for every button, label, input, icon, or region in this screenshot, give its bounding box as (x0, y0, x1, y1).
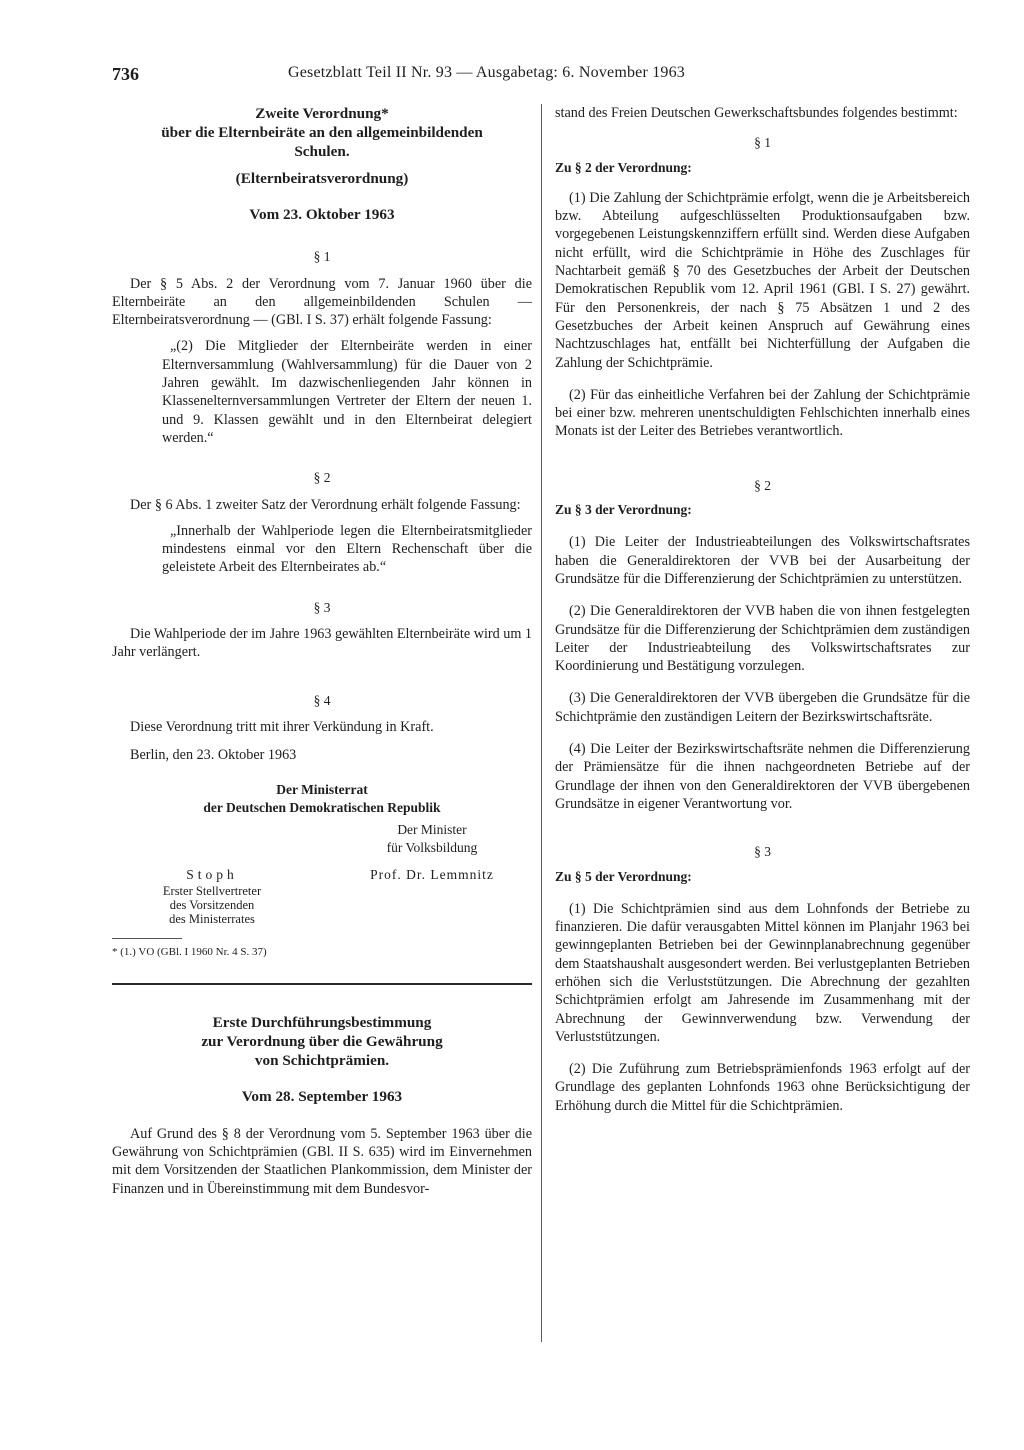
article2-s2-heading: § 2 (754, 477, 771, 493)
article2-s3-p1: (1) Die Schichtprämien sind aus dem Lohnfonds der Betriebe zu finanzieren. Die dafür verausgabten Mittel können im Planjahr 1963 bei gewinngeplanten Betrieben bei der Gewinnplanabrechnung gegenüber dem Staatshaushalt ausgesondert werden. Bei verlustgeplanten Betrieben erhöhen sich die Verluststützungen. Die Abrechnung der gezahlten Schichtprämien erfolgt am Jahresende im Zusammenhang mit der Abrechnung der Gewinnverwendung bzw. Verwendung der Verluststützungen. (555, 900, 970, 1045)
article2-s2-p4: (4) Die Leiter der Bezirkswirtschaftsräte nehmen die Differenzierung der Prämiensätze für die ihnen nachgeordneten Betriebe auf der Grundlage der ihnen von den Generaldirektoren der VVB übergebenen Grundsätze in eigener Verantwortung vor. (555, 741, 970, 812)
article1-s4-heading: § 4 (313, 692, 331, 708)
header-title: Gesetzblatt Teil II Nr. 93 — Ausgabetag: 6. November 1963 (288, 64, 686, 81)
article1-s1-heading: § 1 (313, 249, 331, 265)
article2-intro-continued: stand des Freien Deutschen Gewerkschaftsbundes folgendes bestimmt: (555, 105, 958, 121)
footnote-rule (112, 938, 182, 939)
article1-place-date: Berlin, den 23. Oktober 1963 (130, 747, 297, 764)
article2-title-line: Erste Durchführungsbestimmung (212, 1014, 432, 1032)
article2-s2-ref: Zu § 3 der Verordnung: (555, 502, 692, 518)
signer-left-role: des Vorsitzenden (169, 898, 255, 913)
article1-title-line: über die Elternbeiräte an den allgemeinbildenden (161, 124, 483, 141)
article1-s4-text: Diese Verordnung tritt mit ihrer Verkündung in Kraft. (130, 718, 434, 735)
signature-org-line: der Deutschen Demokratischen Republik (203, 799, 441, 815)
minister-title-line: für Volksbildung (386, 840, 478, 856)
signer-left-role: des Ministerrates (169, 912, 255, 927)
article2-s3-ref: Zu § 5 der Verordnung: (555, 868, 692, 884)
minister-title (332, 821, 532, 858)
left-column (112, 104, 532, 1198)
minister-title-line: Der Minister (397, 822, 467, 838)
signer-left-name: Stoph (186, 866, 238, 882)
article1-subtitle: (Elternbeiratsverordnung) (235, 170, 409, 187)
footnote: * (1.) VO (GBl. I 1960 Nr. 4 S. 37) (112, 946, 267, 959)
right-column (555, 104, 970, 1115)
running-head (112, 64, 972, 88)
article2-s1-p2: (2) Für das einheitliche Verfahren bei der Zahlung der Schichtprämie bei einer bzw. mehreren unentschuldigten Fehlschichten innerhalb eines Monats ist der Leiter des Betriebes verantwortlich. (555, 386, 970, 440)
article2-s2-p2: (2) Die Generaldirektoren der VVB haben die von ihnen festgelegten Grundsätze für die Differenzierung der Schichtprämien dem zuständigen Leiter der Industrieabteilung des Volkswirtschaftsrates zur Koordinierung und Bestätigung vorzulegen. (555, 603, 970, 675)
column-divider (541, 104, 542, 1342)
signature-block (112, 781, 532, 926)
article1-s3-text: Die Wahlperiode der im Jahre 1963 gewählten Elternbeiräte wird um 1 Jahr verlängert. (112, 626, 533, 661)
article2-s1-heading: § 1 (754, 135, 771, 151)
article1-s1-quote: „(2) Die Mitglieder der Elternbeiräte werden in einer Elternversammlung (Wahlversammlung) für die Dauer von 2 Jahren gewählt. Im dazwischenliegenden Jahr können in Klassenelternversammlungen Vertreter der Eltern der neuen 1. und 9. Klassen gewählt und in den Elternbeirat delegiert werden.“ (162, 338, 532, 446)
signer-right-name: Prof. Dr. Lemmnitz (370, 866, 494, 882)
article2-s3-heading: § 3 (754, 844, 771, 860)
signer-left-role: Erster Stellvertreter (162, 884, 262, 899)
article1-s2-text: Der § 6 Abs. 1 zweiter Satz der Verordnung erhält folgende Fassung: (130, 496, 521, 513)
article2-title-line: zur Verordnung über die Gewährung (201, 1033, 443, 1051)
article2-s2-p3: (3) Die Generaldirektoren der VVB übergeben die Grundsätze für die Schichtprämie den zuständigen Leitern der Bezirkswirtschaftsräte. (555, 690, 970, 725)
article2-s1-p1: (1) Die Zahlung der Schichtprämie erfolgt, wenn die je Arbeitsbereich bzw. Abteilung aufgeschlüsselten Produktionsaufgaben bzw. vorgegebenen Leistungskennziffern erfüllt sind. Werden diese Aufgaben nicht erfüllt, wird die Schichtprämie in Höhe des Zuschlages für Nachtarbeit gemäß § 70 des Gesetzbuches der Arbeit der Deutschen Demokratischen Republik vom 12. April 1961 (GBl. I S. 27) gewährt. Für den Personenkreis, der nach § 75 Absätzen 1 und 2 des Gesetzbuches der Arbeit keinen Anspruch auf Gewährung eines Nachtzuschlages hat, entfällt bei Nichterfüllung der Aufgaben die Zahlung der Schichtprämie. (555, 189, 970, 371)
page-number: 736 (112, 64, 139, 84)
signer-left (112, 866, 312, 926)
article2-s1-ref: Zu § 2 der Verordnung: (555, 159, 692, 175)
article2-s3-p2: (2) Die Zuführung zum Betriebsprämienfonds 1963 erfolgt auf der Grundlage des geplanten Lohnfonds 1963 ohne Berücksichtigung der Erhöhung durch die Mittel für die Schichtprämien. (555, 1061, 970, 1114)
article2-intro: Auf Grund des § 8 der Verordnung vom 5. September 1963 über die Gewährung von Schichtprämien (GBl. II S. 635) wird im Einvernehmen mit dem Vorsitzenden der Staatlichen Plankommission, dem Minister der Finanzen und in Übereinstimmung mit dem Bundesvor- (112, 1125, 532, 1197)
article2-s2-p1: (1) Die Leiter der Industrieabteilungen des Volkswirtschaftsrates haben die Generaldirektoren der VVB bei der Ausarbeitung der Grundsätze für die Differenzierung der Schichtprämien zu unterstützen. (555, 534, 970, 587)
article2-title-line: von Schichtprämien. (254, 1052, 390, 1070)
article1-s3-heading: § 3 (313, 599, 331, 615)
article1-title (112, 104, 532, 161)
article1-s2-heading: § 2 (313, 470, 331, 486)
article1-title-line: Zweite Verordnung* (255, 105, 389, 122)
article1-title-line: Schulen. (294, 143, 350, 160)
article2-title (112, 1013, 532, 1070)
article2-date: Vom 28. September 1963 (241, 1088, 403, 1106)
article1-date: Vom 23. Oktober 1963 (249, 206, 395, 223)
article1-s2-quote: „Innerhalb der Wahlperiode legen die Elternbeiratsmitglieder mindestens einmal vor den Eltern Rechenschaft über die geleistete Arbeit des Elternbeirates ab.“ (162, 522, 532, 576)
article-separator (112, 983, 532, 985)
signature-org-line: Der Ministerrat (276, 781, 368, 797)
signer-right (332, 866, 532, 926)
article1-s1-text: Der § 5 Abs. 2 der Verordnung vom 7. Januar 1960 über die Elternbeiräte an den allgemeinbildenden Schulen — Elternbeiratsverordnung — (GBl. I S. 37) erhält folgende Fassung: (112, 275, 532, 329)
